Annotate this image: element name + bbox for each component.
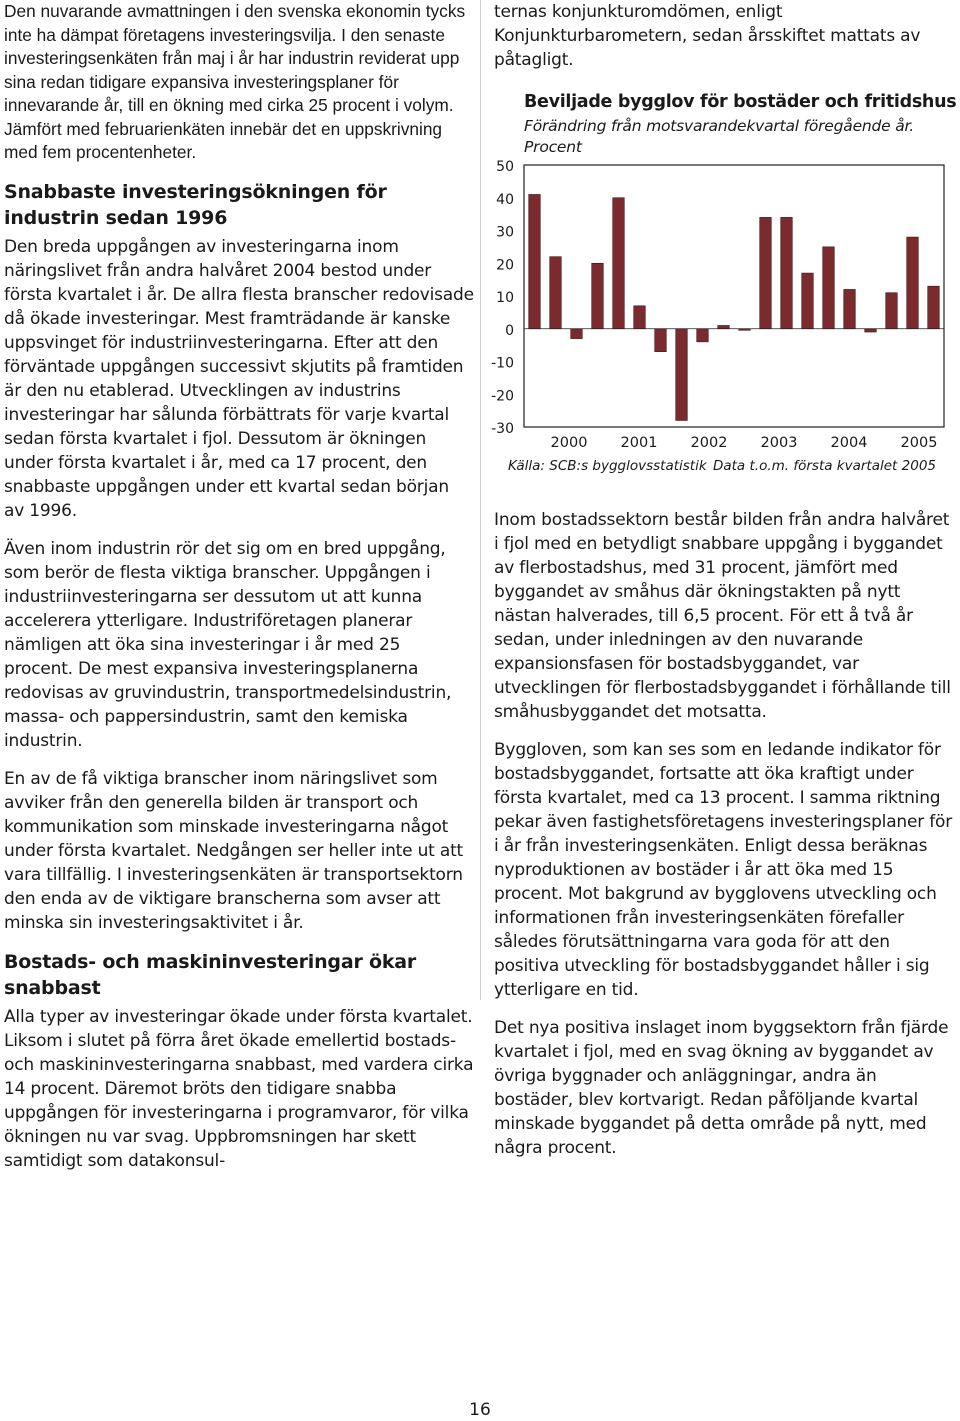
chart-bar — [781, 217, 793, 328]
chart-source: Källa: SCB:s bygglovsstatistik — [508, 458, 707, 474]
continuation-paragraph: ternas konjunkturomdömen, enligt Konjunkturbarometern, sedan årsskiftet mattats av påtagligt. — [494, 2, 921, 70]
section-heading-housing: Bostads- och maskininvesteringar ökar snabbast — [4, 950, 417, 999]
chart-bar — [760, 217, 772, 328]
plot-frame — [524, 165, 944, 427]
x-year-label: 2002 — [690, 435, 728, 451]
y-tick-label: -10 — [491, 355, 514, 372]
chart-bar — [907, 237, 919, 329]
paragraph: Byggloven, som kan ses som en ledande indikator för bostadsbyggandet, fortsatte att öka kraftigt under första kvartalet, med ca 13 procent. I samma riktning pekar även fastighetsföretagens investeringsplaner för i år från investeringsenkäten. Enligt dessa beräknas nyproduktionen av bostäder i år att öka med 15 procent. Mot bakgrund av bygglovens utveckling och informationen från investeringsenkäten förefaller således förutsättningarna vara goda för att den positiva utveckling för bostadsbyggandet håller i sig ytterligare en tid. — [494, 740, 953, 1000]
chart-bar — [634, 306, 646, 329]
chart-bar — [592, 263, 604, 329]
chart-bar — [613, 198, 625, 329]
y-tick-label: 50 — [496, 159, 514, 175]
x-year-label: 2004 — [830, 435, 868, 451]
x-year-label: 2005 — [900, 435, 938, 451]
paragraph: Alla typer av investeringar ökade under första kvartalet. Liksom i slutet på förra året ökade emellertid bostads- och maskininvesteringarna snabbast, med vardera cirka 14 procent. Däremot bröts den tidigare snabba uppgången för investeringarna i programvaror, för vilka ökningen nu var svag. Uppbromsningen har skett samtidigt som datakonsul- — [4, 1006, 474, 1171]
chart-bar — [802, 273, 814, 329]
chart-title: Beviljade bygglov för bostäder och fritidshus — [524, 92, 957, 112]
chart-bar — [571, 329, 583, 339]
chart-bar — [655, 329, 667, 352]
column-divider — [480, 0, 481, 1000]
y-tick-label: -30 — [491, 421, 514, 437]
x-year-label: 2001 — [620, 435, 658, 451]
y-tick-label: 40 — [496, 191, 514, 208]
chart-bar — [718, 325, 730, 328]
y-tick-label: 30 — [496, 224, 514, 241]
chart-bar — [865, 329, 877, 332]
y-tick-label: 0 — [505, 322, 514, 339]
chart-bar — [529, 194, 541, 328]
chart-bar — [550, 257, 562, 329]
section-heading-industry: Snabbaste investeringsökningen för industrin sedan 1996 — [4, 180, 387, 229]
right-column — [491, 0, 958, 1174]
chart-bar — [823, 247, 835, 329]
left-column — [4, 0, 474, 1187]
x-year-label: 2000 — [550, 435, 588, 451]
paragraph: Det nya positiva inslaget inom byggsektorn från fjärde kvartalet i fjol, med en svag ökning av byggandet av övriga byggnader och anläggningar, andra än bostäder, blev kortvarigt. Redan påföljande kvartal minskade byggandet på detta område på nytt, med några procent. — [494, 1018, 949, 1158]
chart-bar — [697, 329, 709, 342]
chart-bar — [886, 293, 898, 329]
chart-bar — [844, 289, 856, 328]
x-year-label: 2003 — [760, 435, 798, 451]
building-permits-chart — [491, 32, 958, 492]
paragraph: Den breda uppgången av investeringarna inom näringslivet från andra halvåret 2004 bestod under första kvartalet i år. De allra flesta branscher redovisade då ökade investeringar. Mest framträdande är kanske uppsvinget för industriinvesteringarna. Efter att den förväntade uppgången successivt skjutits på framtiden är den nu etablerad. Utvecklingen av industrins investeringar har sålunda förbättrats för varje kvartal sedan första kvartalet i fjol. Dessutom är ökningen under första kvartalet i år, med ca 17 procent, den snabbaste uppgången under ett kvartal sedan början av 1996. — [4, 236, 474, 521]
chart-subtitle: Förändring från motsvarandekvartal föregående år. Procent — [524, 117, 915, 156]
paragraph: Inom bostadssektorn består bilden från andra halvåret i fjol med en betydligt snabbare uppgång i byggandet av flerbostadshus, med 31 procent, jämfört med byggandet av småhus där ökningstakten på nytt nästan halverades, till 6,5 procent. För ett å två år sedan, under inledningen av den nuvarande expansionsfasen för bostadsbyggandet, var utvecklingen för flerbostadsbyggandet i förhållande till småhusbyggandet det motsatta. — [494, 510, 951, 722]
paragraph: En av de få viktiga branscher inom näringslivet som avviker från den generella bilden är transport och kommunikation som minskade investeringarna något under första kvartalet. Nedgången ser heller inte ut att vara tillfällig. I investeringsenkäten är transportsektorn den enda av de viktigare branscherna som avser att minska sin investeringsaktivitet i år. — [4, 768, 463, 933]
chart-bar — [676, 329, 688, 421]
y-tick-label: 10 — [496, 290, 514, 306]
paragraph: Även inom industrin rör det sig om en bred uppgång, som berör de flesta viktiga branscher. Uppgången i industriinvesteringarna ser dessutom ut att kunna accelerera ytterligare. Industriföretagen planerar nämligen att öka sina investeringar i år med 25 procent. De mest expansiva investeringsplanerna redovisas av gruvindustrin, transportmedelsindustrin, massa- och pappersindustrin, samt den kemiska industrin. — [4, 538, 452, 751]
chart-note: Data t.o.m. första kvartalet 2005 — [712, 458, 936, 474]
chart-bar — [928, 286, 940, 329]
y-tick-label: -20 — [491, 388, 514, 405]
page-number: 16 — [469, 1400, 491, 1420]
y-tick-label: 20 — [496, 257, 514, 274]
intro-paragraph: Den nuvarande avmattningen i den svenska ekonomin tycks inte ha dämpat företagens investeringsvilja. I den senaste investeringsenkäten från maj i år har industrin reviderat upp sina redan tidigare expansiva investeringsplaner för innevarande år, till en ökning med cirka 25 procent i volym. Jämfört med februarienkäten innebär det en uppskrivning med fem procentenheter. — [4, 1, 466, 162]
